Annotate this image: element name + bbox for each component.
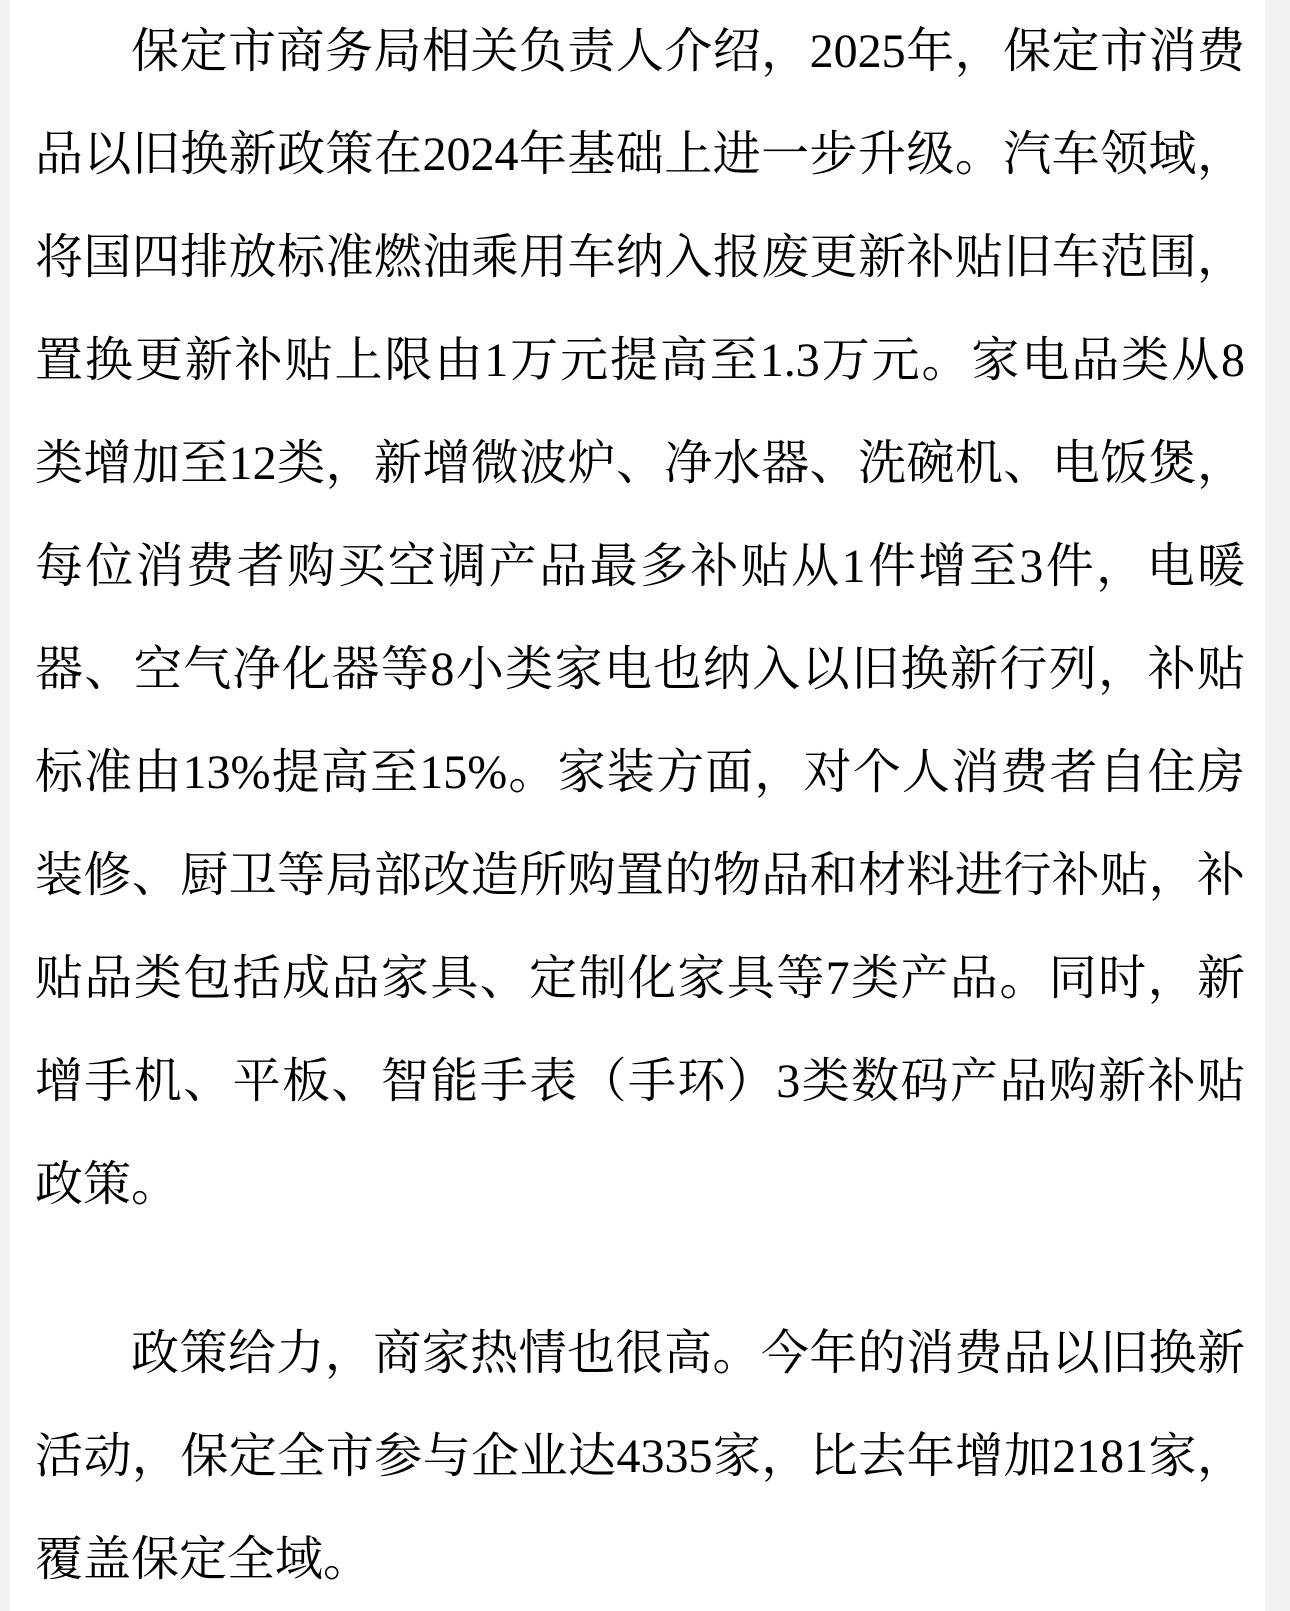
- text-line: 将国四排放标准燃油乘用车纳入报废更新补贴旧车范围，: [35, 231, 1245, 284]
- text-line: 每位消费者购买空调产品最多补贴从1件增至3件，电暖: [35, 540, 1245, 593]
- text-line: 器、空气净化器等8小类家电也纳入以旧换新行列，补贴: [35, 643, 1245, 696]
- text-line: 标准由13%提高至15%。家装方面，对个人消费者自住房: [35, 746, 1245, 799]
- text-line: 贴品类包括成品家具、定制化家具等7类产品。同时，新: [35, 952, 1245, 1005]
- article-page: [10, 0, 1265, 1611]
- text-line: 类增加至12类，新增微波炉、净水器、洗碗机、电饭煲，: [35, 437, 1245, 490]
- text-line: 政策。: [35, 1158, 180, 1211]
- text-line: 覆盖保定全域。: [35, 1533, 372, 1586]
- text-line: 政策给力，商家热情也很高。今年的消费品以旧换新: [131, 1327, 1245, 1380]
- text-line: 装修、厨卫等局部改造所购置的物品和材料进行补贴，补: [35, 849, 1245, 902]
- text-line: 增手机、平板、智能手表（手环）3类数码产品购新补贴: [35, 1055, 1245, 1108]
- text-line: 品以旧换新政策在2024年基础上进一步升级。汽车领域，: [35, 128, 1245, 181]
- paragraph: [35, 0, 1245, 1236]
- text-line: 保定市商务局相关负责人介绍，2025年，保定市消费: [131, 25, 1245, 78]
- text-line: 置换更新补贴上限由1万元提高至1.3万元。家电品类从8: [35, 334, 1245, 387]
- paragraph: [35, 1302, 1245, 1611]
- article-body: [35, 0, 1245, 1611]
- text-line: 活动，保定全市参与企业达4335家，比去年增加2181家，: [35, 1430, 1245, 1483]
